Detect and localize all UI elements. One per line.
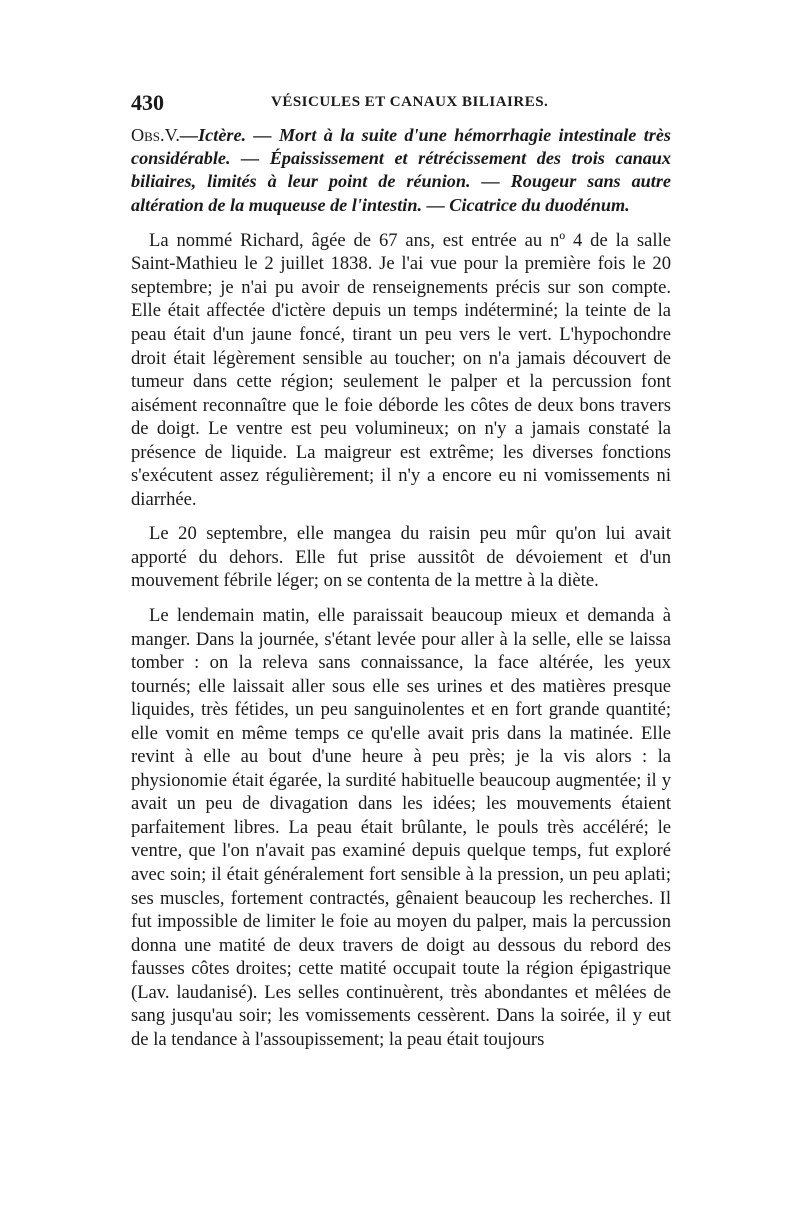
paragraph-admission: La nommé Richard, âgée de 67 ans, est entrée au nº 4 de la salle Saint-Mathieu le 2 juillet 1838. Je l'ai vue pour la première fois le 20 septembre; je n'ai pu avoir de renseignements précis sur son compte. Elle était affectée d'ictère depuis un temps indéterminé; la teinte de la peau était d'un jaune foncé, tirant un peu vers le vert. L'hypochondre droit était légèrement sensible au toucher; on n'a jamais découvert de tumeur dans cette région; seulement le palper et la percussion font aisément reconnaître que le foie déborde les côtes de deux bons travers de doigt. Le ventre est peu volumineux; on n'y a jamais constaté la présence de liquide. La maigreur est extrême; les diverses fonctions s'exécutent assez régulièrement; il n'y a encore eu ni vomissements ni diarrhée. xyxy=(131,229,671,510)
running-header xyxy=(131,88,671,118)
observation-label: Obs.V. xyxy=(131,125,180,145)
book-page xyxy=(131,88,671,1051)
page-number: 430 xyxy=(131,90,164,115)
paragraph-september-20: Le 20 septembre, elle mangea du raisin peu mûr qu'on lui avait apporté du dehors. Elle fut prise aussitôt de dévoiement et d'un mouvement fébrile léger; on se contenta de la mettre à la diète. xyxy=(131,523,671,592)
observation-heading xyxy=(131,124,671,217)
paragraph-next-morning: Le lendemain matin, elle paraissait beaucoup mieux et demanda à manger. Dans la journée, s'étant levée pour aller à la selle, elle se laissa tomber : on la releva sans connaissance, la face altérée, les yeux tournés; elle laissait aller sous elle ses urines et des matières presque liquides, très fétides, un peu sanguinolentes et en fort grande quantité; elle vomit en même temps ce qu'elle avait pris dans la matinée. Elle revint à elle au bout d'une heure à peu près; je la vis alors : la physionomie était égarée, la surdité habituelle beaucoup augmentée; il y avait un peu de divagation dans les idées; les mouvements étaient parfaitement libres. La peau était brûlante, le pouls très accéléré; le ventre, que l'on n'avait pas examiné depuis quelque temps, fut exploré avec soin; il était généralement fort sensible à la pression, un peu aplati; ses muscles, fortement contractés, gênaient beaucoup les recherches. Il fut impossible de limiter le foie au moyen du palper, mais la percussion donna une matité de deux travers de doigt au dessous du rebord des fausses côtes droites; cette matité occupait toute la région épigastrique (Lav. laudanisé). Les selles continuèrent, très abondantes et mêlées de sang jusqu'au soir; les vomissements cessèrent. Dans la soirée, il y eut de la tendance à l'assoupissement; la peau était toujours xyxy=(131,605,671,1050)
running-title: VÉSICULES ET CANAUX BILIAIRES. xyxy=(271,94,549,110)
observation-summary: —Ictère. — Mort à la suite d'une hémorrhagie intestinale très considérable. — Épaississement et rétrécissement des trois canaux biliaires, limités à leur point de réunion. — Rougeur sans autre altération de la muqueuse de l'intestin. — Cicatrice du duodénum. xyxy=(131,125,671,215)
